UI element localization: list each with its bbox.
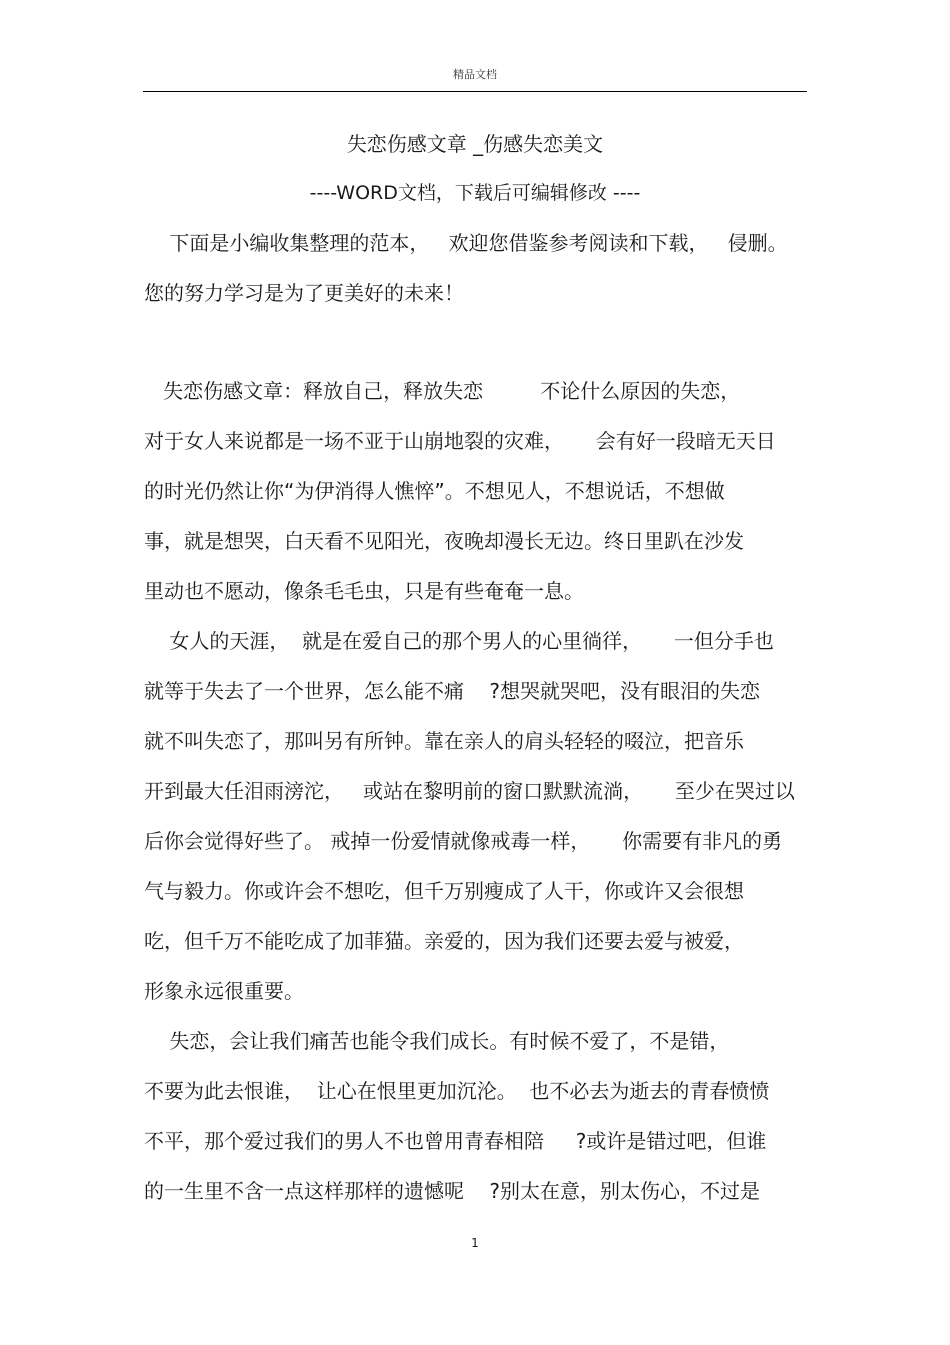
header-divider bbox=[143, 91, 807, 92]
body-line: 的一生里不含一点这样那样的遗憾呢 ?别太在意，别太伤心，不过是 bbox=[144, 1179, 761, 1203]
body-line: 吃，但千万不能吃成了加菲猫。亲爱的，因为我们还要去爱与被爱， bbox=[144, 929, 744, 953]
page-number: 1 bbox=[471, 1236, 479, 1250]
body-line: 女人的天涯， 就是在爱自己的那个男人的心里徜徉， 一但分手也 bbox=[144, 629, 774, 653]
body-line: 下面是小编收集整理的范本， 欢迎您借鉴参考阅读和下载， 侵删。 bbox=[144, 231, 788, 255]
body-line: 就等于失去了一个世界，怎么能不痛 ?想哭就哭吧，没有眼泪的失恋 bbox=[144, 679, 761, 703]
body-line: 形象永远很重要。 bbox=[144, 979, 304, 1003]
document-title: 失恋伤感文章 _伤感失恋美文 bbox=[346, 132, 604, 156]
body-line: 开到最大任泪雨滂沱， 或站在黎明前的窗口默默流淌， 至少在哭过以 bbox=[144, 779, 795, 803]
document-subtitle: ----WORD文档，下载后可编辑修改 ---- bbox=[309, 182, 641, 204]
body-line: 不平，那个爱过我们的男人不也曾用青春相陪 ?或许是错过吧，但谁 bbox=[144, 1129, 767, 1153]
body-line: 的时光仍然让你“为伊消得人憔悴”。不想见人，不想说话，不想做 bbox=[144, 479, 725, 503]
body-line: 对于女人来说都是一场不亚于山崩地裂的灾难， 会有好一段暗无天日 bbox=[144, 429, 776, 453]
body-line: 事，就是想哭，白天看不见阳光，夜晚却漫长无边。终日里趴在沙发 bbox=[144, 529, 744, 553]
page-header: 精品文档 bbox=[453, 68, 497, 81]
body-line: 里动也不愿动，像条毛毛虫，只是有些奄奄一息。 bbox=[144, 579, 584, 603]
body-line: 后你会觉得好些了。 戒掉一份爱情就像戒毒一样， 你需要有非凡的勇 bbox=[144, 829, 783, 853]
body-line: 您的努力学习是为了更美好的未来！ bbox=[144, 281, 464, 305]
body-line: 不要为此去恨谁， 让心在恨里更加沉沦。 也不必去为逝去的青春愤愤 bbox=[144, 1079, 770, 1103]
body-line: 就不叫失恋了，那叫另有所钟。靠在亲人的肩头轻轻的啜泣，把音乐 bbox=[144, 729, 744, 753]
body-line: 气与毅力。你或许会不想吃，但千万别瘦成了人干，你或许又会很想 bbox=[144, 879, 744, 903]
body-line: 失恋，会让我们痛苦也能令我们成长。有时候不爱了，不是错， bbox=[144, 1029, 730, 1053]
body-line: 失恋伤感文章：释放自己，释放失恋 不论什么原因的失恋， bbox=[144, 379, 741, 403]
